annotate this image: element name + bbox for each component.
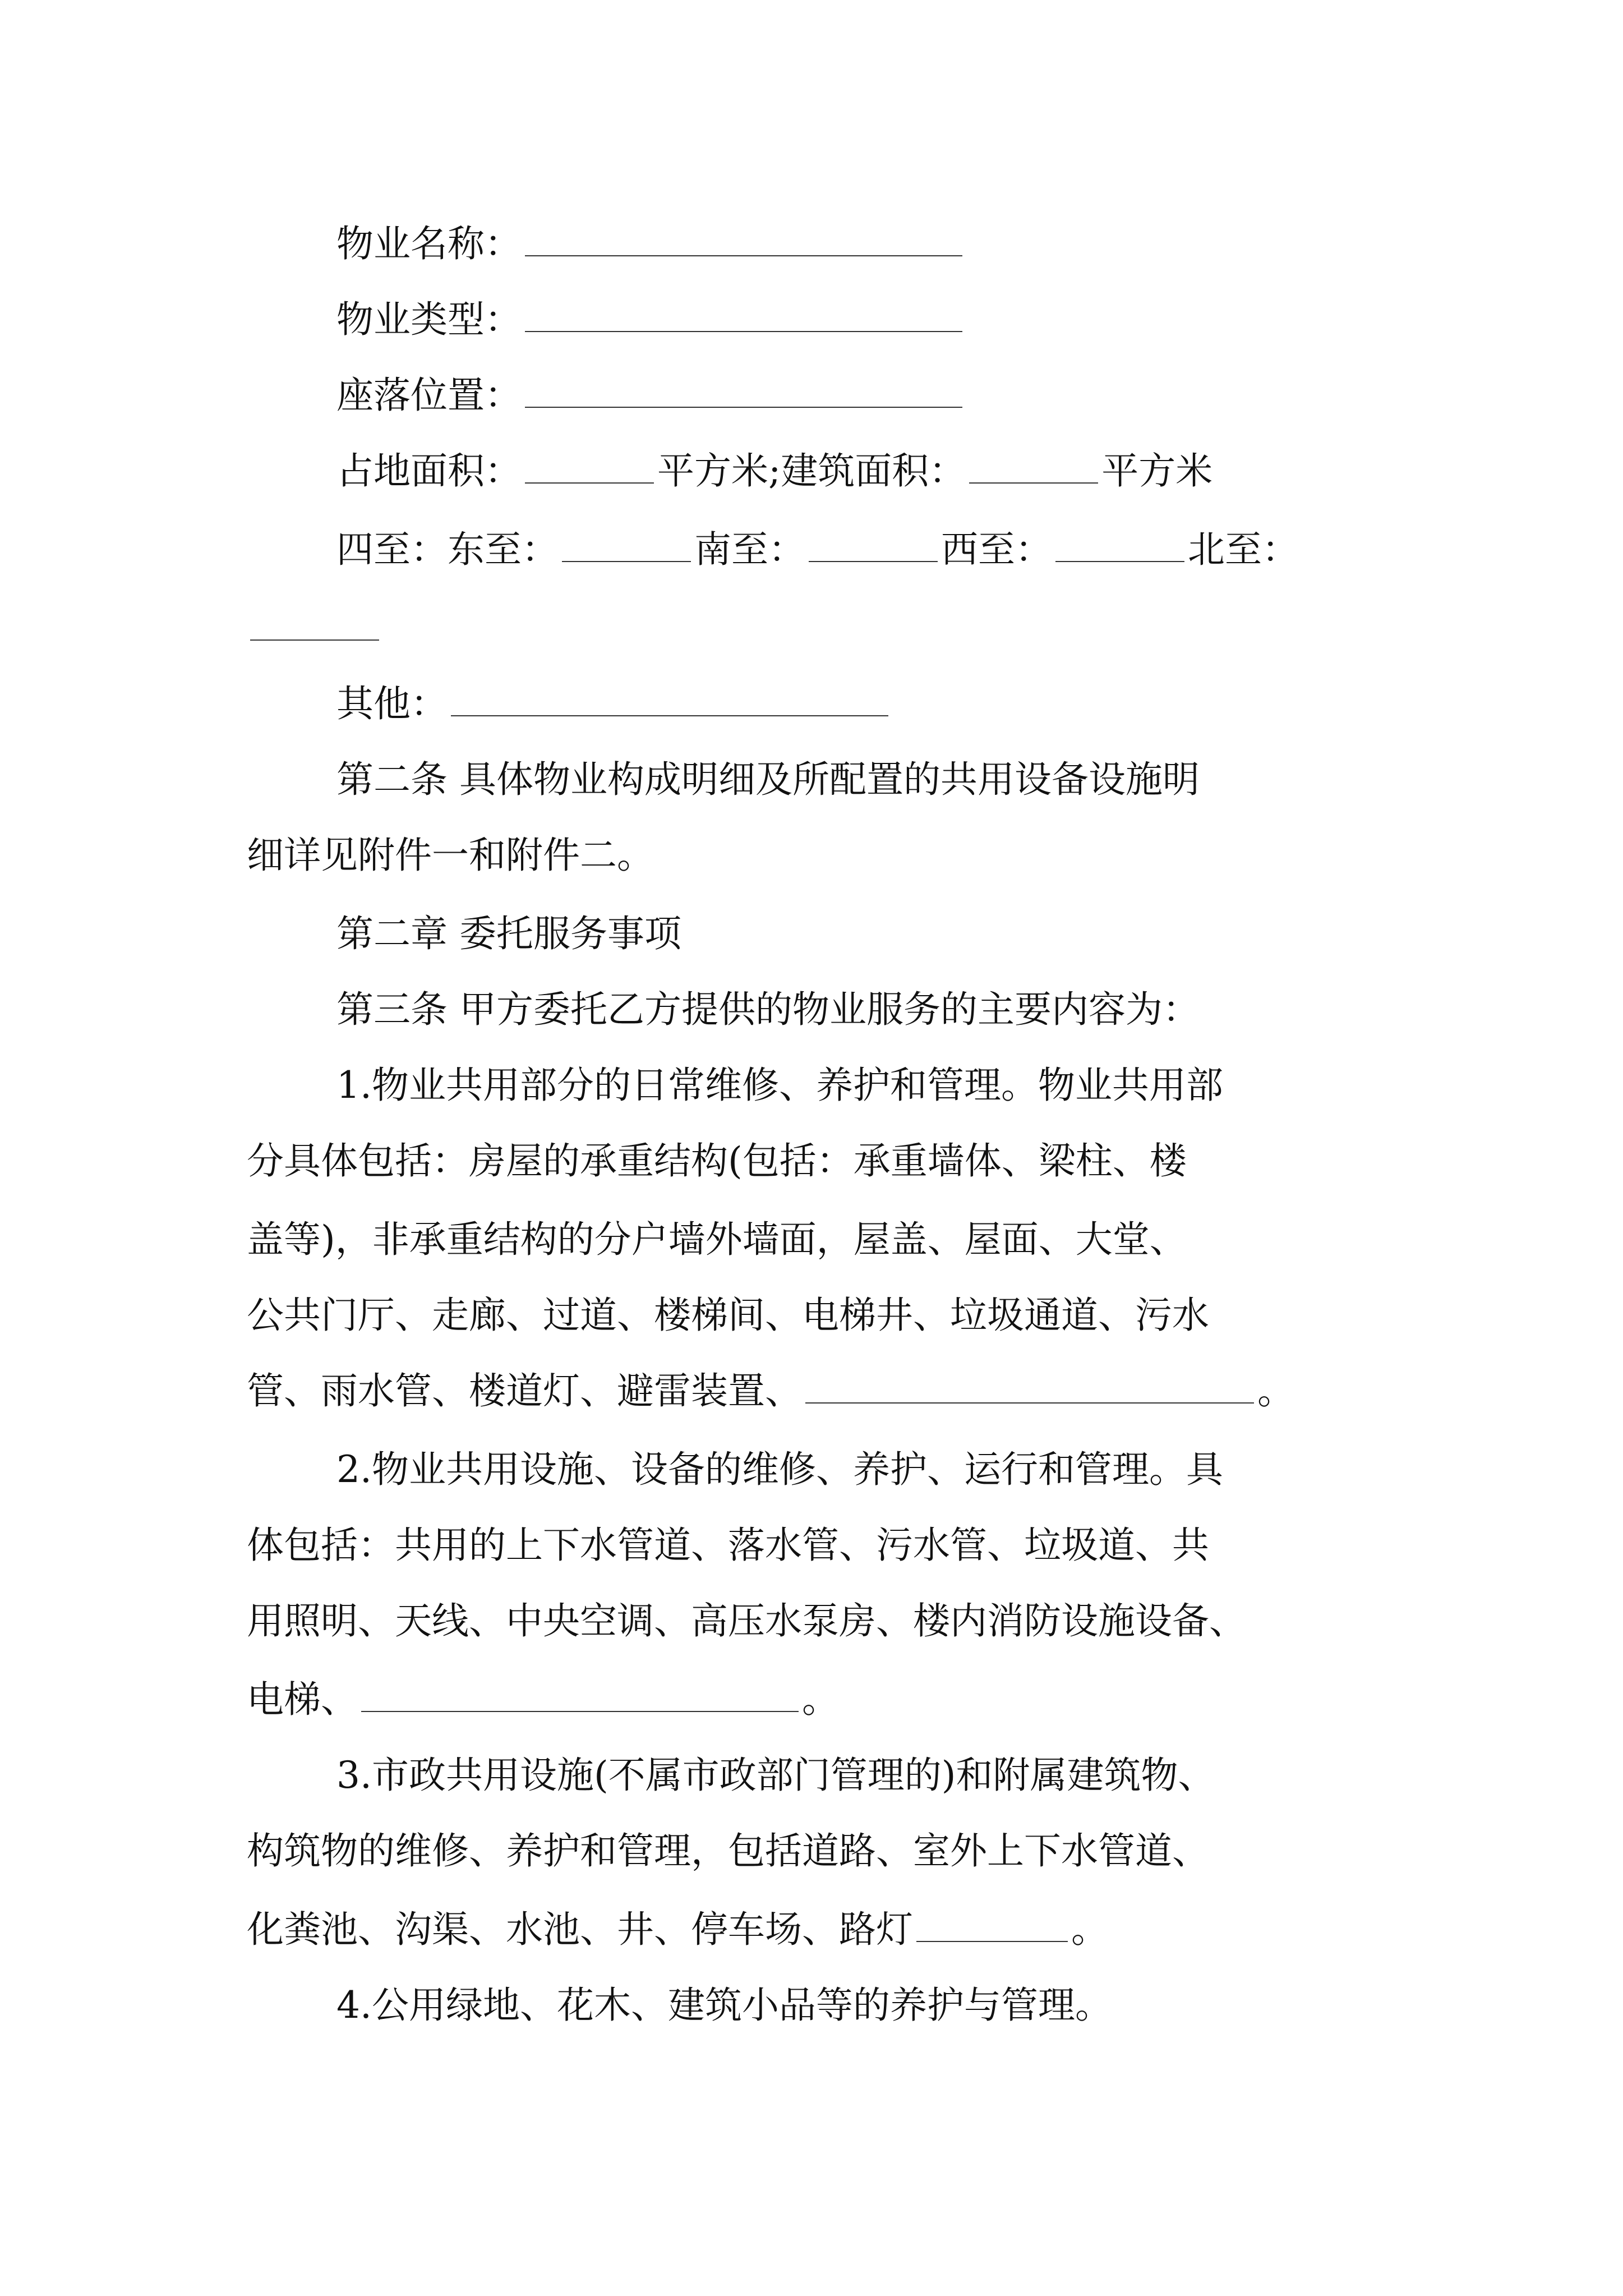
article-3-line: 第三条 甲方委托乙方提供的物业服务的主要内容为： (336, 988, 1200, 1031)
item-2-period: 。 (802, 1678, 839, 1721)
land-area-label: 占地面积： (336, 449, 522, 493)
south-label: 南至： (694, 528, 805, 571)
other-blank (451, 693, 888, 716)
east-blank (562, 539, 691, 562)
property-type-blank (525, 309, 962, 332)
west-label: 西至： (941, 528, 1052, 571)
north-blank-line (247, 606, 1430, 651)
item-3-period: 。 (1071, 1908, 1108, 1951)
land-area-blank (525, 460, 654, 484)
item-3-line3 (247, 1907, 1430, 1952)
item-2-line4 (247, 1677, 1430, 1722)
item-1-line5 (247, 1369, 1430, 1414)
other-label: 其他： (336, 682, 448, 725)
north-blank (250, 617, 379, 641)
chapter-2-heading: 第二章 委托服务事项 (336, 912, 681, 955)
property-type-line (336, 297, 1430, 342)
item-2-blank (361, 1688, 799, 1712)
property-name-blank (525, 233, 962, 256)
item-2-line4-text: 电梯、 (247, 1678, 358, 1721)
item-3-line1: 3.市政共用设施(不属市政部门管理的)和附属建筑物、 (336, 1754, 1215, 1797)
area-line (336, 449, 1430, 494)
location-line (336, 373, 1430, 418)
article-2-line1: 第二条 具体物业构成明细及所配置的共用设备设施明 (336, 758, 1200, 801)
area-unit: 平方米 (1101, 449, 1213, 493)
west-blank (1055, 539, 1184, 562)
item-1-blank (805, 1380, 1254, 1404)
item-2-line3: 用照明、天线、中央空调、高压水泵房、楼内消防设施设备、 (247, 1599, 1246, 1642)
building-area-label: 平方米;建筑面积： (657, 449, 966, 493)
other-line (336, 682, 1430, 726)
item-3-line2: 构筑物的维修、养护和管理，包括道路、室外上下水管道、 (247, 1829, 1209, 1872)
item-1-line2: 分具体包括：房屋的承重结构(包括：承重墙体、梁柱、楼 (247, 1139, 1187, 1182)
east-label: 四至：东至： (336, 528, 559, 571)
location-label: 座落位置： (336, 374, 522, 417)
property-name-label: 物业名称： (336, 222, 522, 265)
item-1-line3: 盖等)，非承重结构的分户墙外墙面，屋盖、屋面、大堂、 (247, 1218, 1187, 1261)
item-1-period: 。 (1257, 1369, 1294, 1412)
item-1-line4: 公共门厅、走廊、过道、楼梯间、电梯井、垃圾通道、污水 (247, 1294, 1209, 1337)
location-blank (525, 384, 962, 408)
article-2-line2: 细详见附件一和附件二。 (247, 834, 654, 877)
building-area-blank (969, 460, 1098, 484)
item-4-line1: 4.公用绿地、花木、建筑小品等的养护与管理。 (336, 1984, 1112, 2027)
south-blank (809, 539, 938, 562)
property-type-label: 物业类型： (336, 298, 522, 341)
property-name-line (336, 222, 1430, 266)
item-2-line1: 2.物业共用设施、设备的维修、养护、运行和管理。具 (336, 1448, 1223, 1491)
item-3-blank (916, 1918, 1068, 1942)
item-1-line1: 1.物业共用部分的日常维修、养护和管理。物业共用部 (336, 1064, 1223, 1107)
item-1-line5-text: 管、雨水管、楼道灯、避雷装置、 (247, 1369, 802, 1412)
item-2-line2: 体包括：共用的上下水管道、落水管、污水管、垃圾道、共 (247, 1524, 1209, 1567)
north-label: 北至： (1188, 528, 1299, 571)
boundaries-line (336, 527, 1430, 572)
item-3-line3-text: 化粪池、沟渠、水池、井、停车场、路灯 (247, 1908, 913, 1951)
